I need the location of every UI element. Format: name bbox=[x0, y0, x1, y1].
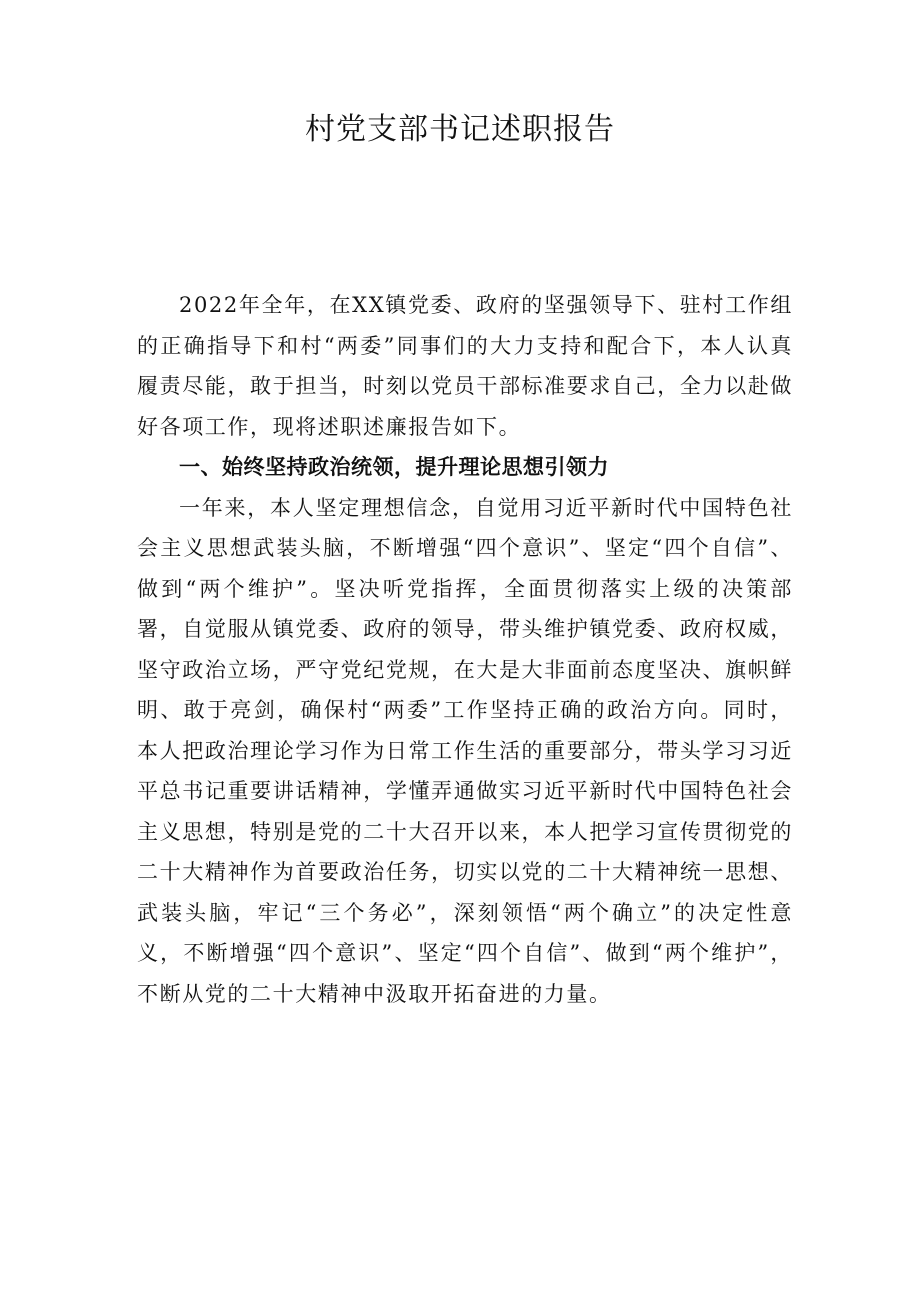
intro-paragraph: 2022年全年，在XX镇党委、政府的坚强领导下、驻村工作组的正确指导下和村“两委”同事们的大力支持和配合下，本人认真履责尽能，敢于担当，时刻以党员干部标准要求自己，全力以赴做好各项工作，现将述职述廉报告如下。 bbox=[137, 293, 793, 439]
document-body bbox=[137, 285, 793, 1014]
section-1-paragraph: 一年来，本人坚定理想信念，自觉用习近平新时代中国特色社会主义思想武装头脑，不断增强“四个意识”、坚定“四个自信”、做到“两个维护”。坚决听党指挥，全面贯彻落实上级的决策部署，自觉服从镇党委、政府的领导，带头维护镇党委、政府权威，坚守政治立场，严守党纪党规，在大是大非面前态度坚决、旗帜鲜明、敢于亮剑，确保村“两委”工作坚持正确的政治方向。同时，本人把政治理论学习作为日常工作生活的重要部分，带头学习习近平总书记重要讲话精神，学懂弄通做实习近平新时代中国特色社会主义思想，特别是党的二十大召开以来，本人把学习宣传贯彻党的二十大精神作为首要政治任务，切实以党的二十大精神统一思想、武装头脑，牢记“三个务必”，深刻领悟“两个确立”的决定性意义，不断增强“四个意识”、坚定“四个自信”、做到“两个维护”，不断从党的二十大精神中汲取开拓奋进的力量。 bbox=[137, 495, 793, 1006]
document-title: 村党支部书记述职报告 bbox=[305, 112, 615, 147]
section-1-heading: 一、始终坚持政治统领，提升理论思想引领力 bbox=[179, 455, 609, 479]
